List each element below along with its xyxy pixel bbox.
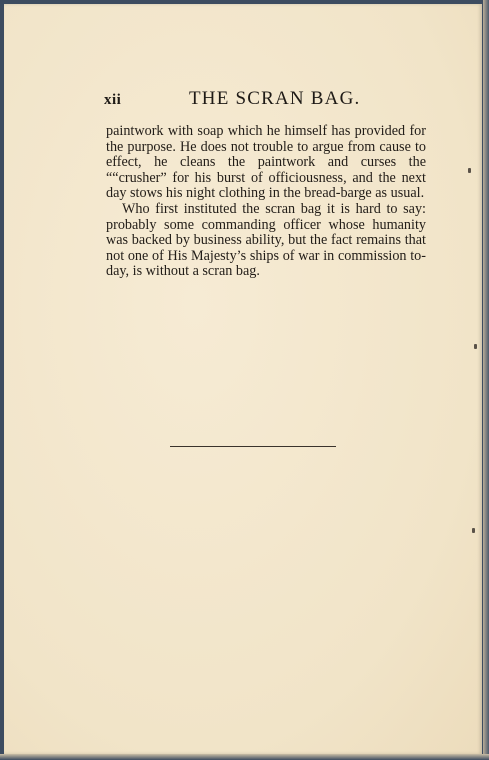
margin-mark	[474, 344, 477, 349]
margin-mark	[472, 528, 475, 533]
paragraph-2: Who first instituted the scran bag it is hard to say: probably some commanding officer whose humanity was backed by business ability, but the fact remains that not one of His Majesty’s ships of war in commission to-day, is without a scran bag.	[106, 200, 426, 280]
running-head: THE SCRAN BAG.	[189, 88, 361, 109]
section-rule	[170, 446, 336, 447]
page-header	[104, 88, 426, 112]
margin-mark	[468, 168, 471, 173]
page-edge-right	[483, 0, 489, 760]
page-edge-bottom	[0, 754, 489, 760]
book-page	[4, 4, 482, 754]
page-number: xii	[104, 92, 122, 108]
paragraph-1: paintwork with soap which he himself has provided for the purpose. He does not trouble to argue from cause to effect, he cleans the paintwork and curses the ““crusher” for his burst of officiousness, and the next day stows his night clothing in the bread-barge as usual.	[106, 123, 426, 202]
body-text	[106, 124, 426, 280]
